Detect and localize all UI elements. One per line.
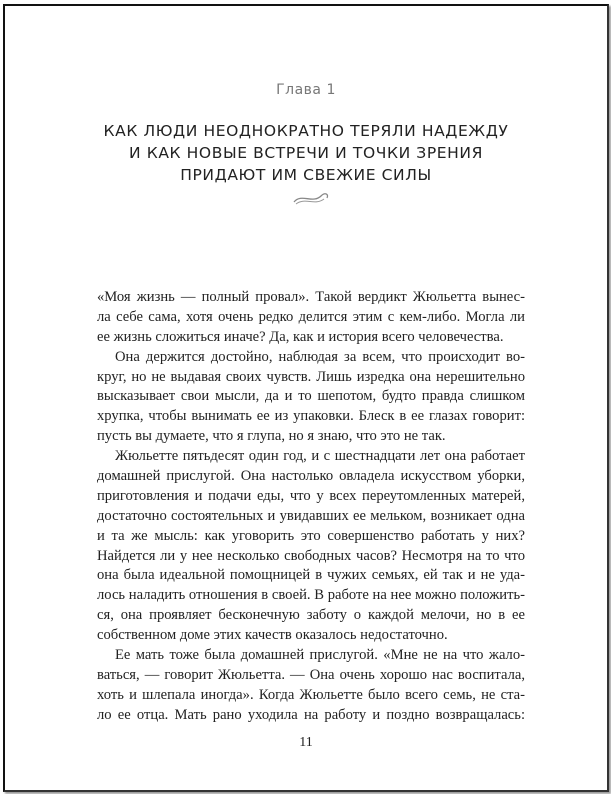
body-text — [97, 288, 525, 726]
text-line: хрупка, чтобы вынимать ее из упаковки. Блеск в ее глазах говорит: — [97, 408, 525, 425]
text-line: ло ее отца. Мать рано уходила на работу и поздно возвращалась: — [97, 706, 525, 723]
text-line: круг, но не выдавая своих чувств. Лишь изредка она нерешительно — [97, 368, 525, 385]
chapter-title-line: ПРИДАЮТ ИМ СВЕЖИЕ СИЛЫ — [180, 166, 432, 184]
text-line: Найдется ли у нее несколько свободных часов? Несмотря на то что — [97, 547, 525, 564]
text-line: высказывает свои мысли, да и то шепотом, будто правда слишком — [97, 388, 525, 405]
book-page — [3, 4, 609, 792]
flourish-ornament-icon — [291, 190, 331, 206]
text-line: собственном доме этих качеств оказалось недостаточно. — [97, 627, 448, 644]
text-line: Жюльетте пятьдесят один год, и с шестнадцати лет она работает — [115, 448, 525, 465]
text-line: достаточно состоятельных и увидавших ее мельком, возникает одна — [97, 507, 525, 524]
text-line: ся, она проявляет бесконечную заботу о каждой мелочи, но в ее — [97, 607, 525, 624]
text-line: домашней прислугой. Она настолько овладела искусством уборки, — [97, 468, 525, 485]
text-line: Ее мать тоже была домашней прислугой. «Мне не на что жало- — [115, 647, 525, 664]
text-line: ваться, — говорит Жюльетта. — Она очень хорошо нас воспитала, — [97, 666, 525, 683]
text-line: и та же мысль: как уговорить это совершенство работать у них? — [97, 527, 525, 544]
text-line: ее жизнь сложиться иначе? Да, как и история всего человечества. — [97, 328, 504, 345]
text-line: Она держится достойно, наблюдая за всем, что происходит во- — [115, 348, 525, 365]
text-line: она была идеальной помощницей в чужих семьях, ей так и не уда- — [97, 567, 525, 584]
page-number: 11 — [299, 735, 313, 750]
chapter-title — [5, 120, 607, 186]
text-line: «Моя жизнь — полный провал». Такой вердикт Жюльетта вынес- — [97, 289, 525, 305]
text-line: хоть и шлепала иногда». Когда Жюльетте было всего семь, не ста- — [97, 686, 525, 703]
text-line: приготовления и подачи еды, что у всех переутомленных матерей, — [97, 487, 525, 504]
chapter-title-line: КАК ЛЮДИ НЕОДНОКРАТНО ТЕРЯЛИ НАДЕЖДУ — [103, 122, 509, 140]
text-line: пусть вы думаете, что я глупа, но я знаю, что это не так. — [97, 428, 446, 445]
text-line: лось наладить отношения в своей. В работе на нее можно положить- — [97, 587, 525, 604]
chapter-title-line: И КАК НОВЫЕ ВСТРЕЧИ И ТОЧКИ ЗРЕНИЯ — [129, 144, 483, 162]
chapter-label: Глава 1 — [276, 82, 336, 98]
text-line: ла себе сама, хотя очень редко делится этим с кем-либо. Могла ли — [97, 308, 525, 325]
